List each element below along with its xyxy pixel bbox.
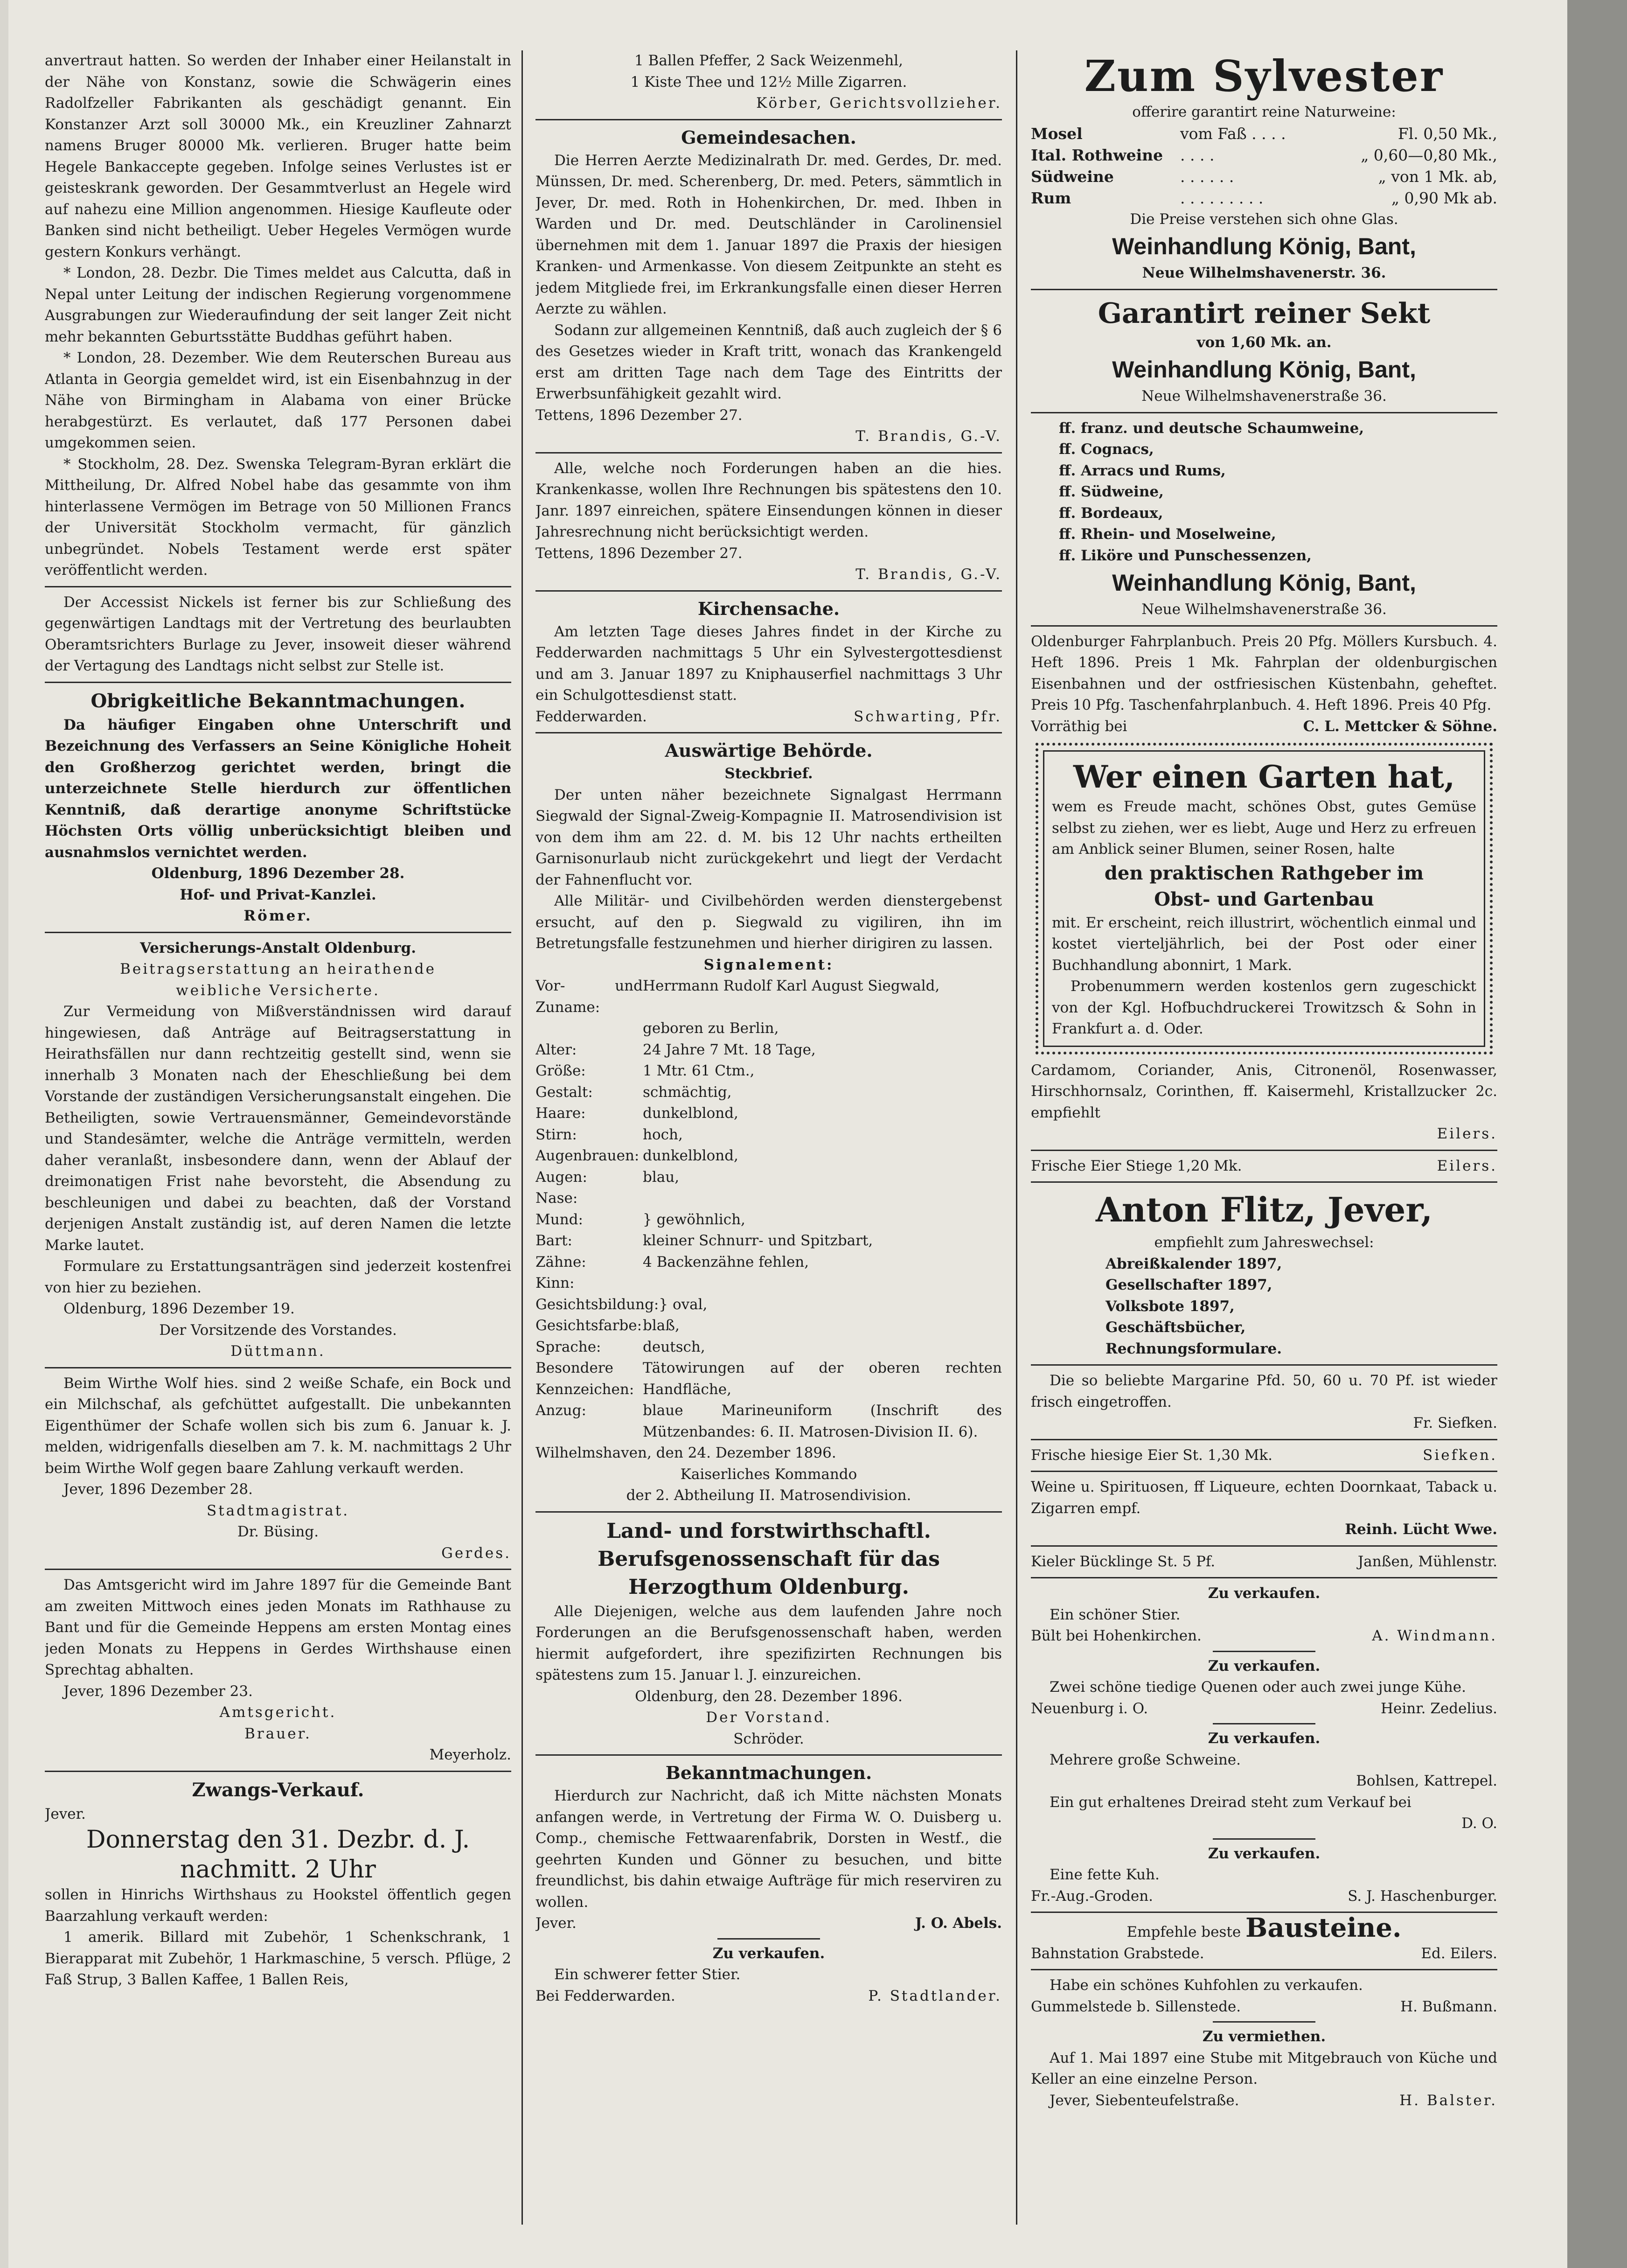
signalement-row xyxy=(535,1315,1002,1337)
wine-price: „ 0,90 Mk ab. xyxy=(1391,188,1497,207)
ad-sign: A. Windmann. xyxy=(1372,1627,1497,1644)
ad-place: Bahnstation Grabstede. xyxy=(1031,1945,1204,1962)
ad-address: Neue Wilhelmshavenerstraße 36. xyxy=(1141,601,1387,618)
sale-items: 1 amerik. Billard mit Zubehör, 1 Schenkschrank, 1 Bierapparat mit Zubehör, 1 Harkmaschine, 5 versch. Pflüge, 2 Faß Strup, 3 Ballen Kaffee, 1 Ballen Reis, xyxy=(45,1929,511,1988)
ad-subtitle: empfiehlt zum Jahreswechsel: xyxy=(1154,1234,1374,1251)
notice-date: Oldenburg, 1896 Dezember 19. xyxy=(63,1300,295,1317)
signalement-value: kleiner Schnurr- und Spitzbart, xyxy=(643,1232,873,1249)
ad-place: Jever, Siebenteufelstraße. xyxy=(1050,2092,1239,2109)
ad-sign: P. Stadtlander. xyxy=(868,1987,1002,2004)
notice-date: Wilhelmshaven, den 24. Dezember 1896. xyxy=(535,1445,836,1461)
notice-subheading: weibliche Versicherte. xyxy=(176,982,380,999)
notice-org: Amtsgericht. xyxy=(219,1704,337,1721)
notice-text: Sodann zur allgemeinen Kenntniß, daß auch zugleich der § 6 des Gesetzes wieder in Kraft tritt, wonach das Krankengeld erst am dritten Tage nach dem Tage des Eintritts der Erwerbsunfähigkeit gezahlt wird. xyxy=(535,321,1002,402)
ad-sign: Reinh. Lücht Wwe. xyxy=(1345,1521,1497,1538)
divider xyxy=(1213,2021,1315,2023)
ad-text: Ein schöner Stier. xyxy=(1050,1606,1181,1623)
notice-sign: Schwarting, Pfr. xyxy=(854,708,1002,725)
signalement-key: Nase: xyxy=(535,1190,578,1207)
ad-firm: C. L. Mettcker & Söhne. xyxy=(1303,718,1497,735)
sale-items-cont: 1 Kiste Thee und 12½ Mille Zigarren. xyxy=(630,73,907,91)
signature-row xyxy=(535,405,1002,426)
section-heading: Bekanntmachungen. xyxy=(665,1762,872,1783)
ad-sign: Siefken. xyxy=(1423,1446,1497,1464)
ad-sign: Eilers. xyxy=(1437,1125,1497,1142)
ad-title: Wer einen Garten hat, xyxy=(1073,759,1455,795)
signalement-row xyxy=(535,1103,1002,1124)
ad-text: Habe ein schönes Kuhfohlen zu verkaufen. xyxy=(1050,1977,1363,1994)
wine-row xyxy=(1031,188,1497,209)
divider xyxy=(535,1754,1002,1756)
divider xyxy=(45,932,511,933)
wine-price: „ 0,60—0,80 Mk., xyxy=(1361,146,1497,164)
wine-unit: . . . . . . . . . xyxy=(1180,188,1264,207)
notice-sign: Brauer. xyxy=(244,1725,312,1742)
signalement-value: blau, xyxy=(643,1168,680,1186)
signalement-row xyxy=(535,1040,1002,1061)
ad-sign: Fr. Siefken. xyxy=(1413,1415,1497,1431)
column-left xyxy=(45,50,511,2225)
signalement-list xyxy=(535,976,1002,1443)
notice-subheading: Steckbrief. xyxy=(724,765,813,782)
signalement-row xyxy=(535,1273,1002,1294)
wine-row xyxy=(1031,123,1497,145)
wine-unit: . . . . xyxy=(1180,146,1215,164)
signature-row xyxy=(1031,1886,1497,1907)
ad-text: Probenummern werden kostenlos gern zugeschickt von der Kgl. Hofbuchdruckerei Trowitzsch & Sohn in Frankfurt a. d. Oder. xyxy=(1052,978,1476,1037)
divider xyxy=(1031,1577,1497,1578)
signalement-row xyxy=(535,1167,1002,1188)
signalement-value: dunkelblond, xyxy=(643,1147,738,1164)
notice-date: Tettens, 1896 Dezember 27. xyxy=(535,544,743,562)
signalement-key xyxy=(535,1018,643,1040)
accessist-notice: Der Accessist Nickels ist ferner bis zur Schließung des gegenwärtigen Landtags mit der Vertretung des beurlaubten Oberamtsrichters Burlage zu Jever, insoweit dieser während der Vertagung des Landtags nicht selbst zur Stelle ist. xyxy=(45,593,511,674)
wine-name: Rum xyxy=(1031,188,1071,207)
signalement-value: hoch, xyxy=(643,1126,683,1143)
ad-place: Bült bei Hohenkirchen. xyxy=(1031,1627,1202,1644)
divider xyxy=(717,1938,820,1940)
ad-text: Oldenburger Fahrplanbuch. Preis 20 Pfg. Möllers Kursbuch. 4. Heft 1896. Preis 1 Mk. Fahrplan der oldenburgischen Eisenbahnen und der ostfriesischen Küstenbahn, geheftet. Preis 10 Pfg. Taschenfahrplanbuch. 4. Heft 1896. Preis 40 Pfg. xyxy=(1031,633,1497,713)
ad-sign: Ed. Eilers. xyxy=(1421,1945,1497,1962)
signalement-value: schmächtig, xyxy=(643,1083,732,1101)
column-rule-2 xyxy=(1016,50,1017,2225)
notice-text: Alle Diejenigen, welche aus dem laufenden Jahre noch Forderungen an die Berufsgenossenschaft haben, werden hiermit aufgefordert, ihre spezifizirten Rechnungen bis spätestens zum 15. Januar l. J. einzureichen. xyxy=(535,1603,1002,1683)
signature-row xyxy=(535,706,1002,728)
signalement-row xyxy=(535,1294,1002,1316)
notice-place: Fedderwarden. xyxy=(535,708,647,725)
wine-name: Mosel xyxy=(1031,124,1083,143)
divider xyxy=(1031,289,1497,290)
ad-place: Bei Fedderwarden. xyxy=(535,1987,675,2004)
sale-date: Donnerstag den 31. Dezbr. d. J. xyxy=(86,1826,470,1854)
drinks-item: ff. franz. und deutsche Schaumweine, xyxy=(1059,419,1364,437)
divider xyxy=(1031,1969,1497,1970)
signalement-value: Herrmann Rudolf Karl August Siegwald, xyxy=(643,977,940,994)
notice-date: Oldenburg, 1896 Dezember 28. xyxy=(151,865,405,882)
ad-firm: Weinhandlung König, Bant, xyxy=(1112,233,1416,259)
ad-highlight: den praktischen Rathgeber im xyxy=(1104,862,1424,884)
garden-ad xyxy=(1043,750,1485,1047)
signalement-key: Stirn: xyxy=(535,1126,577,1143)
ad-text: Mehrere große Schweine. xyxy=(1050,1751,1241,1768)
news-item: anvertraut hatten. So werden der Inhaber einer Heilanstalt in der Nähe von Konstanz, sowie die Schwägerin eines Radolfzeller Fabrikanten als geschädigt genannt. Ein Konstanzer Arzt soll 30000 Mk., ein Kreuzliner Zahnarzt namens Bruger 80000 Mk. verlieren. Bruger hatte beim Hegele Bankaccepte gegeben. Infolge seines Verlustes ist er geisteskrank geworden. Der Gesammtverlust an Hegele wird auf nahezu eine Million angenommen. Hiesige Kaufleute oder Banken sind nicht betheiligt. Ueber Hegeles Vermögen wurde gestern Konkurs verhängt. xyxy=(45,52,511,260)
signature-row xyxy=(1031,716,1497,738)
notice-text: Am letzten Tage dieses Jahres findet in der Kirche zu Fedderwarden nachmittags 5 Uhr ein Sylvestergottesdienst und am 3. Januar 1897 zu Kniphauserfiel nachmittags 3 Uhr ein Schulgottesdienst statt. xyxy=(535,623,1002,704)
notice-text: Alle Militär- und Civilbehörden werden dienstergebenst ersucht, auf den p. Siegwald zu vigiliren, ihn im Betretungsfalle festzunehmen und hierher dirigiren zu lassen. xyxy=(535,893,1002,952)
ad-address: Neue Wilhelmshavenerstraße 36. xyxy=(1141,388,1387,405)
wine-unit: . . . . . . xyxy=(1180,167,1234,186)
signalement-key: Größe: xyxy=(535,1062,586,1079)
notice-sign: Gerdes. xyxy=(441,1544,511,1562)
signalement-value: deutsch, xyxy=(643,1338,705,1355)
ad-heading: Zu verkaufen. xyxy=(1208,1585,1321,1602)
notice-text: Hierdurch zur Nachricht, daß ich Mitte nächsten Monats anfangen werde, in Vertretung der Firma W. O. Duisberg u. Comp., chemische Fettwaarenfabrik, Dorsten in Westf., die geehrten Kunden und Gönner zu besuchen, und bitte freundlichst, bis dahin etwaige Aufträge für mich reserviren zu wollen. xyxy=(535,1787,1002,1911)
signalement-key: Alter: xyxy=(535,1041,577,1058)
sale-items-cont: 1 Ballen Pfeffer, 2 Sack Weizenmehl, xyxy=(634,52,903,69)
notice-text: Beim Wirthe Wolf hies. sind 2 weiße Schafe, ein Bock und ein Milchschaf, als gefchüttet aufgestallt. Die unbekannten Eigenthümer der Schafe wollen sich bis zum 6. Januar k. J. melden, widrigenfalls dieselben am 7. k. M. nachmittags 2 Uhr beim Wirthe Wolf gegen baare Zahlung verkauft werden. xyxy=(45,1375,511,1477)
ad-heading: Zu verkaufen. xyxy=(1208,1730,1321,1747)
drinks-item: ff. Cognacs, xyxy=(1059,441,1154,458)
signalement-value: } oval, xyxy=(659,1296,708,1313)
drinks-item: ff. Rhein- und Moselweine, xyxy=(1059,526,1276,543)
ad-heading: Zu verkaufen. xyxy=(1208,1657,1321,1675)
divider xyxy=(1031,1545,1497,1547)
signalement-row xyxy=(535,1188,1002,1209)
signalement-key: Gesichtsfarbe: xyxy=(535,1317,642,1334)
notice-text: Da häufiger Eingaben ohne Unterschrift und Bezeichnung des Verfassers an Seine Königliche Hoheit den Großherzog gerichtet werden, bringt die unterzeichnete Stelle hierdurch zur öffentlichen Kenntniß, daß derartige anonyme Schriftstücke Höchsten Orts völlig unberücksichtigt bleiben und ausnahmslos vernichtet werden. xyxy=(45,716,511,861)
signalement-value: Tätowirungen auf der oberen rechten Handfläche, xyxy=(643,1360,1002,1398)
signature-row xyxy=(1031,1996,1497,2018)
signalement-key: Besondere Kennzeichen: xyxy=(535,1360,634,1398)
signalement-value: blaue Marineuniform (Inschrift des Mützenbandes: 6. II. Matrosen-Division II. 6). xyxy=(643,1402,1002,1440)
section-heading: Gemeindesachen. xyxy=(681,126,856,148)
notice-text: Zur Vermeidung von Mißverständnissen wird darauf hingewiesen, daß Anträge auf Beitragserstattung in Heirathsfällen nur dann rechtzeitig gestellt sind, wenn sie innerhalb 3 Monaten nach der Eheschließung bei dem Vorstande der zuständigen Versicherungsanstalt eingehen. Die Betheiligten, sowie Vertrauensmänner, Gemeindevorstände und Standesämter, welche die Anträge vermitteln, werden daher veranlaßt, insbesondere dann, wenn der Ablauf der dreimonatigen Frist nahe bevorsteht, die Absendung zu beschleunigen und dabei zu beachten, daß der Vorstand derjenigen Anstalt zuständig ist, auf deren Namen die letzte Marke lautet. xyxy=(45,1003,511,1254)
divider xyxy=(535,590,1002,592)
notice-heading: Versicherungs-Anstalt Oldenburg. xyxy=(139,939,417,956)
news-item: * London, 28. Dezember. Wie dem Reuterschen Bureau aus Atlanta in Georgia gemeldet wird, ist ein Eisenbahnzug in der Nähe von Birmingham in Alabama von einer Brücke herabgestürzt. Es verlautet, daß 177 Personen dabei umgekommen seien. xyxy=(45,349,511,451)
ad-text: wem es Freude macht, schönes Obst, gutes Gemüse selbst zu ziehen, wer es liebt, Auge und Herz zu erfreuen am Anblick seiner Blumen, seiner Rosen, halte xyxy=(1052,798,1476,858)
wine-unit: vom Faß . . . . xyxy=(1180,124,1286,143)
ad-address: Neue Wilhelmshavenerstr. 36. xyxy=(1142,265,1386,281)
ad-title: Zum Sylvester xyxy=(1084,51,1444,101)
ad-sign: H. Balster. xyxy=(1399,2092,1497,2109)
signalement-value: 4 Backenzähne fehlen, xyxy=(643,1253,809,1270)
signalement-row xyxy=(535,1145,1002,1167)
signalement-row xyxy=(535,1358,1002,1400)
signalement-value xyxy=(643,1273,1002,1294)
notice-place: Jever. xyxy=(45,1805,86,1822)
wine-price: „ von 1 Mk. ab, xyxy=(1378,167,1497,186)
signature-row xyxy=(1031,2090,1497,2112)
signalement-key: Gesichtsbildung: xyxy=(535,1296,659,1313)
notice-date: Oldenburg, den 28. Dezember 1896. xyxy=(635,1688,903,1705)
ad-sign: S. J. Haschenburger. xyxy=(1348,1887,1497,1905)
divider xyxy=(45,1569,511,1570)
flitz-item: Volksbote 1897, xyxy=(1106,1298,1235,1315)
signature-row xyxy=(1031,1551,1497,1573)
notice-sign: T. Brandis, G.-V. xyxy=(855,428,1002,445)
flitz-items xyxy=(1031,1254,1497,1360)
ad-text: Zwei schöne tiedige Quenen oder auch zwei junge Kühe. xyxy=(1050,1679,1466,1696)
ad-place: Neuenburg i. O. xyxy=(1031,1700,1148,1717)
ad-sign: Heinr. Zedelius. xyxy=(1380,1700,1497,1717)
divider xyxy=(535,732,1002,733)
wine-price: Fl. 0,50 Mk., xyxy=(1398,124,1497,143)
signalement-value: dunkelblond, xyxy=(643,1105,738,1122)
notice-text: Alle, welche noch Forderungen haben an die hies. Krankenkasse, wollen Ihre Rechnungen bis spätestens den 10. Janr. 1897 einreichen, spätere Einsendungen können in dieser Jahresrechnung nicht berücksichtigt werden. xyxy=(535,460,1002,540)
signature-row xyxy=(535,1986,1002,2007)
ad-firm: Weinhandlung König, Bant, xyxy=(1112,356,1416,383)
flitz-item: Gesellschafter 1897, xyxy=(1106,1277,1272,1293)
signature-row xyxy=(1031,1626,1497,1647)
ad-text: Frische hiesige Eier St. 1,30 Mk. xyxy=(1031,1446,1272,1464)
signalement-key: Gestalt: xyxy=(535,1083,593,1101)
notice-sign: Körber, Gerichtsvollzieher. xyxy=(756,95,1002,112)
signalement-value: } gewöhnlich, xyxy=(643,1211,745,1228)
ad-subtitle: offerire garantirt reine Naturweine: xyxy=(1132,104,1396,120)
ad-firm: Weinhandlung König, Bant, xyxy=(1112,570,1416,596)
ad-place: Gummelstede b. Sillenstede. xyxy=(1031,1998,1241,2015)
notice-date: Tettens, 1896 Dezember 27. xyxy=(535,406,743,424)
signalement-row xyxy=(535,1209,1002,1231)
page-edge xyxy=(0,0,8,2268)
ad-text: Empfehle beste xyxy=(1126,1924,1241,1940)
notice-org: Hof- und Privat-Kanzlei. xyxy=(180,886,376,903)
signalement-row xyxy=(535,1337,1002,1358)
notice-subheading: Beitragserstattung an heirathende xyxy=(120,961,436,977)
divider xyxy=(1031,412,1497,413)
garden-ad-frame xyxy=(1036,743,1493,1054)
wine-row xyxy=(1031,166,1497,188)
notice-text: Die Herren Aerzte Medizinalrath Dr. med. Gerdes, Dr. med. Münssen, Dr. med. Scherenberg, Dr. med. Peters, sämmtlich in Jever, Dr. med. Roth in Hohenkirchen, Dr. med. Ihben in Warden und Dr. med. Deutschländer in Carolinensiel übernehmen mit dem 1. Januar 1897 die Praxis der hiesigen Kranken- und Armenkasse. Von diesem Zeitpunkte an steht es jedem Mitgliede frei, im Erkrankungsfalle einen dieser Herren Aerzte zu wählen. xyxy=(535,152,1002,317)
signalement-row xyxy=(535,1400,1002,1443)
ad-title: Garantirt reiner Sekt xyxy=(1098,297,1431,330)
section-heading: Zwangs-Verkauf. xyxy=(192,1779,364,1801)
signalement-row xyxy=(535,1252,1002,1273)
signalement-key: Haare: xyxy=(535,1105,586,1122)
ad-price: von 1,60 Mk. an. xyxy=(1196,334,1332,351)
divider xyxy=(535,119,1002,120)
drinks-item: ff. Bordeaux, xyxy=(1059,504,1163,522)
ad-sign: H. Bußmann. xyxy=(1400,1998,1497,2015)
notice-date: Jever, 1896 Dezember 23. xyxy=(63,1682,253,1700)
notice-org: Der Vorstand. xyxy=(706,1709,832,1726)
signalement-row xyxy=(535,1061,1002,1082)
ad-text: Kieler Bücklinge St. 5 Pf. xyxy=(1031,1553,1216,1570)
wine-name: Südweine xyxy=(1031,167,1114,186)
notice-sign: Meyerholz. xyxy=(429,1746,511,1763)
ad-title: Anton Flitz, Jever, xyxy=(1095,1190,1433,1229)
section-heading: Obrigkeitliche Bekanntmachungen. xyxy=(90,690,466,712)
notice-org: Der Vorsitzende des Vorstandes. xyxy=(159,1321,397,1339)
notice-sign: Schröder. xyxy=(733,1730,804,1747)
divider xyxy=(1031,1439,1497,1440)
signalement-value xyxy=(643,1188,1002,1209)
divider xyxy=(45,1367,511,1368)
ad-heading: Zu verkaufen. xyxy=(1208,1845,1321,1862)
signalement-value: 1 Mtr. 61 Ctm., xyxy=(643,1062,755,1079)
notice-org: der 2. Abtheilung II. Matrosendivision. xyxy=(626,1487,911,1504)
signature-row xyxy=(1031,1445,1497,1466)
divider xyxy=(45,586,511,587)
ad-sign: Janßen, Mühlenstr. xyxy=(1357,1553,1497,1570)
notice-sign: J. O. Abels. xyxy=(915,1915,1002,1932)
notice-text: sollen in Hinrichs Wirthshaus zu Hookstel öffentlich gegen Baarzahlung verkauft werden: xyxy=(45,1886,511,1925)
signalement-key: Anzug: xyxy=(535,1402,586,1419)
notice-sign: Römer. xyxy=(243,907,313,924)
flitz-item: Rechnungsformulare. xyxy=(1106,1340,1282,1357)
signalement-row xyxy=(535,1124,1002,1146)
section-heading: Kirchensache. xyxy=(697,598,840,619)
notice-text: Das Amtsgericht wird im Jahre 1897 für die Gemeinde Bant am zweiten Mittwoch eines jeden Monats im Rathhause zu Bant und für die Gemeinde Heppens am ersten Montag eines jeden Monats zu Heppens in Gerdes Wirthshause einen Sprechtag abhalten. xyxy=(45,1577,511,1678)
column-right xyxy=(1031,50,1497,2225)
notice-sign: Düttmann. xyxy=(230,1343,326,1360)
signalement-row xyxy=(535,1230,1002,1252)
ad-note: Die Preise verstehen sich ohne Glas. xyxy=(1130,210,1398,228)
signalement-heading: Signalement: xyxy=(703,956,834,973)
signature-row xyxy=(1031,1943,1497,1965)
ad-sign: Eilers. xyxy=(1437,1157,1497,1174)
signalement-row xyxy=(535,976,1002,1018)
divider xyxy=(535,452,1002,454)
divider xyxy=(1031,625,1497,627)
ad-text: Die so beliebte Margarine Pfd. 50, 60 u. 70 Pf. ist wieder frisch eingetroffen. xyxy=(1031,1372,1497,1410)
divider xyxy=(1031,1150,1497,1151)
sale-time: nachmitt. 2 Uhr xyxy=(180,1856,376,1884)
column-rule-1 xyxy=(521,50,523,2225)
signalement-key: Vor- und Zuname: xyxy=(535,977,643,1016)
ad-text: Cardamom, Coriander, Anis, Citronenöl, Rosenwasser, Hirschhornsalz, Corinthen, ff. Kaisermehl, Kristallzucker 2c. empfiehlt xyxy=(1031,1061,1497,1121)
ad-title: Bausteine. xyxy=(1245,1912,1402,1943)
divider xyxy=(45,682,511,683)
signalement-key: Mund: xyxy=(535,1211,583,1228)
ad-place: Fr.-Aug.-Groden. xyxy=(1031,1887,1154,1905)
ad-highlight: Obst- und Gartenbau xyxy=(1154,888,1374,910)
section-heading: Land- und forstwirthschaftl. Berufsgenossenschaft für das Herzogthum Oldenburg. xyxy=(598,1519,940,1599)
notice-text: Formulare zu Erstattungsanträgen sind jederzeit kostenfrei von hier zu beziehen. xyxy=(45,1258,511,1296)
signalement-value: geboren zu Berlin, xyxy=(643,1020,779,1037)
signature-row xyxy=(1031,1156,1497,1177)
drinks-list xyxy=(1031,418,1497,567)
signalement-key: Kinn: xyxy=(535,1275,575,1291)
news-item: * London, 28. Dezbr. Die Times meldet aus Calcutta, daß in Nepal unter Leitung der indischen Regierung vorgenommene Ausgrabungen zur Wiederaufindung der seit langer Zeit nicht mehr bekannten Geburtsstätte Buddhas geführt haben. xyxy=(45,265,511,345)
ad-text: Eine fette Kuh. xyxy=(1050,1866,1160,1883)
drinks-item: ff. Südweine, xyxy=(1059,483,1164,500)
notice-org: Kaiserliches Kommando xyxy=(680,1465,857,1483)
signalement-key: Augenbrauen: xyxy=(535,1147,640,1164)
ad-text: Ein schwerer fetter Stier. xyxy=(554,1966,741,1983)
divider xyxy=(1213,1838,1315,1840)
drinks-item: ff. Arracs und Rums, xyxy=(1059,462,1226,479)
signalement-key: Augen: xyxy=(535,1168,587,1186)
news-item: * Stockholm, 28. Dez. Swenska Telegram-Byran erklärt die Mittheilung, Dr. Alfred Nobel habe das gesammte von ihm hinterlassene Vermögen im Betrage von 50 Millionen Francs der Universität Stockholm vermacht, für gänzlich unbegründet. Nobels Testament werde erst später veröffentlicht werden. xyxy=(45,455,511,579)
notice-sign: Dr. Büsing. xyxy=(237,1523,319,1540)
divider xyxy=(1213,1651,1315,1652)
signalement-value: blaß, xyxy=(643,1317,680,1334)
signature-row xyxy=(535,1913,1002,1934)
ad-text: Vorräthig bei xyxy=(1031,718,1127,735)
signalement-row xyxy=(535,1082,1002,1103)
ad-text: Auf 1. Mai 1897 eine Stube mit Mitgebrauch von Küche und Keller an eine einzelne Person. xyxy=(1031,2049,1497,2087)
notice-date: Jever, 1896 Dezember 28. xyxy=(63,1481,253,1498)
ad-heading: Zu vermiethen. xyxy=(1202,2028,1326,2045)
ad-heading: Zu verkaufen. xyxy=(712,1945,825,1962)
signalement-key: Bart: xyxy=(535,1232,572,1249)
divider xyxy=(1213,1723,1315,1724)
ad-text: Frische Eier Stiege 1,20 Mk. xyxy=(1031,1157,1242,1174)
signalement-key: Zähne: xyxy=(535,1253,586,1270)
drinks-item: ff. Liköre und Punschessenzen, xyxy=(1059,547,1312,564)
flitz-item: Abreißkalender 1897, xyxy=(1106,1255,1282,1272)
ad-title-line xyxy=(1031,1912,1497,1943)
ad-text: Weine u. Spirituosen, ff Liqueure, echten Doornkaat, Taback u. Zigarren empf. xyxy=(1031,1479,1497,1517)
signalement-key: Sprache: xyxy=(535,1338,601,1355)
wine-name: Ital. Rothweine xyxy=(1031,146,1163,164)
notice-org: Stadtmagistrat. xyxy=(206,1502,350,1519)
flitz-item: Geschäftsbücher, xyxy=(1106,1319,1246,1336)
divider xyxy=(1031,1471,1497,1472)
ad-sign: Bohlsen, Kattrepel. xyxy=(1356,1773,1497,1789)
wine-row xyxy=(1031,145,1497,166)
notice-sign: T. Brandis, G.-V. xyxy=(855,566,1002,583)
notice-text: Der unten näher bezeichnete Signalgast Herrmann Siegwald der Signal-Zweig-Kompagnie II. Matrosendivision ist von dem ihm am 22. d. M. bis 12 Uhr nachts ertheilten Garnisonurlaub nicht zurückgekehrt und liegt der Verdacht der Fahnenflucht vor. xyxy=(535,786,1002,888)
column-middle xyxy=(535,50,1002,2225)
notice-place: Jever. xyxy=(535,1915,577,1932)
ad-text: mit. Er erscheint, reich illustrirt, wöchentlich einmal und kostet vierteljährlich, bei der Post oder einer Buchhandlung abonnirt, 1 Mark. xyxy=(1052,914,1476,974)
divider xyxy=(45,1771,511,1772)
signature-row xyxy=(1031,1698,1497,1720)
signalement-value: 24 Jahre 7 Mt. 18 Tage, xyxy=(643,1041,816,1058)
section-heading: Auswärtige Behörde. xyxy=(665,740,873,761)
divider xyxy=(535,1511,1002,1513)
divider xyxy=(1031,1364,1497,1366)
wine-price-list xyxy=(1031,123,1497,209)
ad-text: Ein gut erhaltenes Dreirad steht zum Verkauf bei xyxy=(1050,1793,1411,1811)
divider xyxy=(1031,1181,1497,1183)
ad-sign: D. O. xyxy=(1461,1815,1497,1832)
signalement-row xyxy=(535,1018,1002,1040)
